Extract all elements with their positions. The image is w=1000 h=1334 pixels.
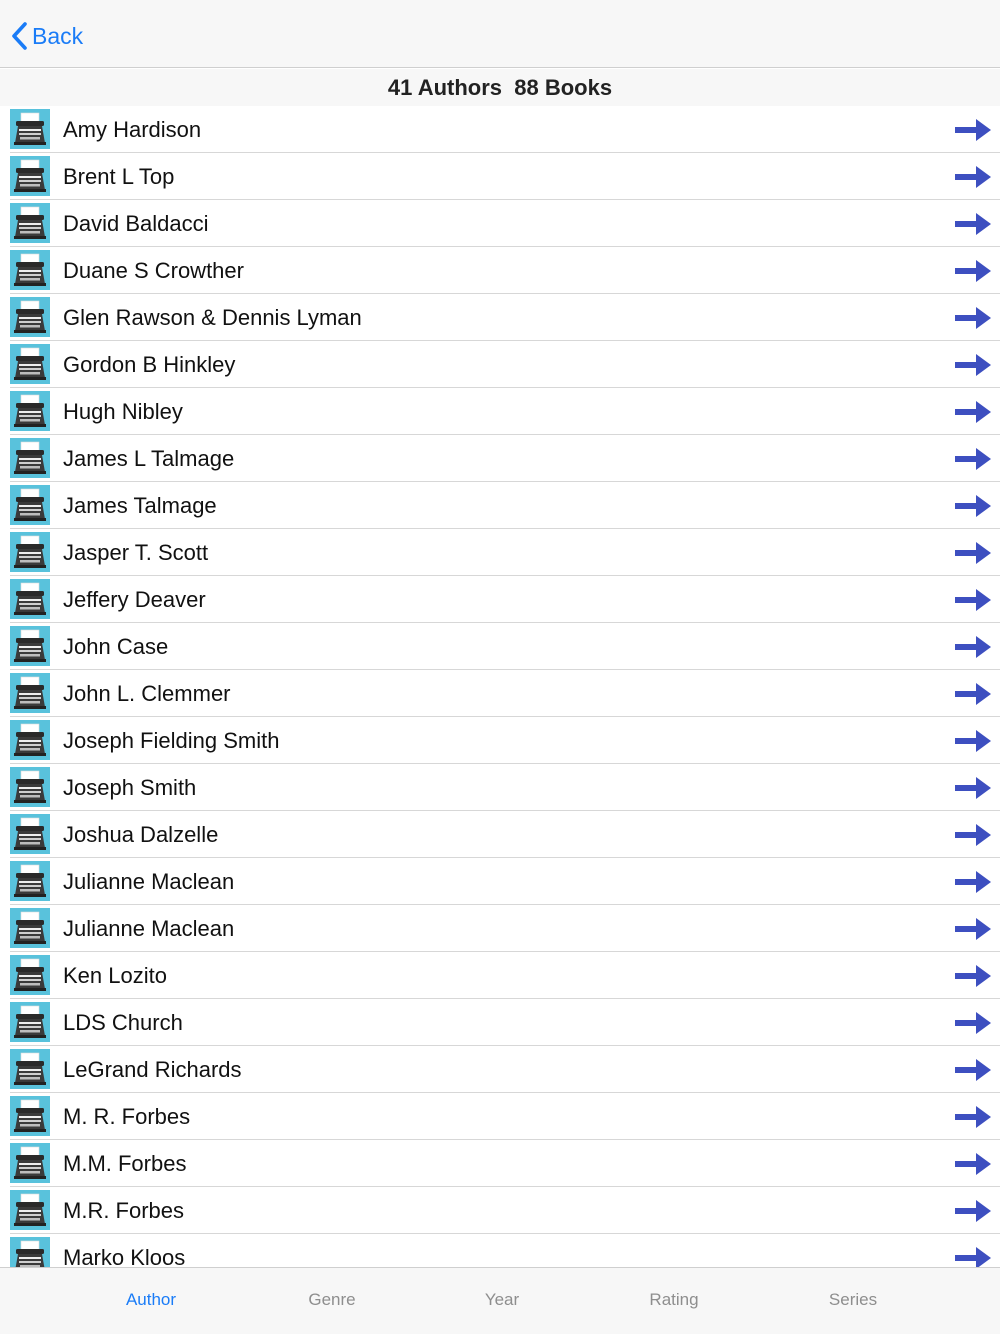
arrow-right-icon[interactable] (954, 776, 992, 800)
author-name: LeGrand Richards (63, 1056, 242, 1082)
author-row[interactable] (0, 952, 1000, 999)
arrow-right-icon[interactable] (954, 870, 992, 894)
author-name: Glen Rawson & Dennis Lyman (63, 304, 362, 330)
author-row[interactable] (0, 200, 1000, 247)
typewriter-icon (10, 250, 50, 290)
author-name: Joseph Fielding Smith (63, 727, 280, 753)
author-row[interactable] (0, 106, 1000, 153)
back-label: Back (32, 22, 84, 49)
typewriter-icon (10, 1049, 50, 1089)
typewriter-icon (10, 485, 50, 525)
typewriter-icon (10, 814, 50, 854)
author-row[interactable] (0, 717, 1000, 764)
tab-rating[interactable]: Rating (649, 1290, 699, 1309)
arrow-right-icon[interactable] (954, 165, 992, 189)
typewriter-icon (10, 532, 50, 572)
author-row[interactable] (0, 623, 1000, 670)
typewriter-icon (10, 156, 50, 196)
arrow-right-icon[interactable] (954, 823, 992, 847)
author-name: LDS Church (63, 1009, 183, 1035)
author-row[interactable] (0, 529, 1000, 576)
arrow-right-icon[interactable] (954, 1105, 992, 1129)
author-row[interactable] (0, 1046, 1000, 1093)
typewriter-icon (10, 1096, 50, 1136)
author-name: Ken Lozito (63, 962, 167, 988)
author-name: David Baldacci (63, 210, 209, 236)
typewriter-icon (10, 579, 50, 619)
arrow-right-icon[interactable] (954, 494, 992, 518)
tab-genre[interactable]: Genre (308, 1290, 356, 1309)
author-row[interactable] (0, 1187, 1000, 1234)
author-name: M.R. Forbes (63, 1197, 185, 1223)
typewriter-icon (10, 1190, 50, 1230)
author-list (0, 106, 1000, 1267)
author-name: Jasper T. Scott (63, 539, 209, 565)
author-name: Hugh Nibley (63, 398, 183, 424)
author-name: Gordon B Hinkley (63, 351, 236, 377)
arrow-right-icon[interactable] (954, 1246, 992, 1267)
arrow-right-icon[interactable] (954, 306, 992, 330)
arrow-right-icon[interactable] (954, 1152, 992, 1176)
author-name: Brent L Top (63, 163, 175, 189)
author-row[interactable] (0, 294, 1000, 341)
typewriter-icon (10, 1237, 50, 1267)
typewriter-icon (10, 861, 50, 901)
author-name: John L. Clemmer (63, 680, 231, 706)
arrow-right-icon[interactable] (954, 635, 992, 659)
author-row[interactable] (0, 435, 1000, 482)
author-name: Joshua Dalzelle (63, 821, 219, 847)
author-row[interactable] (0, 153, 1000, 200)
author-name: Marko Kloos (63, 1244, 186, 1267)
typewriter-icon (10, 908, 50, 948)
tab-year[interactable]: Year (484, 1290, 520, 1309)
arrow-right-icon[interactable] (954, 118, 992, 142)
author-row[interactable] (0, 858, 1000, 905)
author-row[interactable] (0, 341, 1000, 388)
arrow-right-icon[interactable] (954, 353, 992, 377)
typewriter-icon (10, 1002, 50, 1042)
author-row[interactable] (0, 576, 1000, 623)
arrow-right-icon[interactable] (954, 1011, 992, 1035)
typewriter-icon (10, 297, 50, 337)
author-name: Duane S Crowther (63, 257, 244, 283)
author-row[interactable] (0, 811, 1000, 858)
author-name: John Case (63, 633, 169, 659)
summary-header: 41 Authors 88 Books (0, 69, 1000, 106)
author-name: Julianne Maclean (63, 915, 235, 941)
arrow-right-icon[interactable] (954, 1199, 992, 1223)
typewriter-icon (10, 391, 50, 431)
author-name: M. R. Forbes (63, 1103, 191, 1129)
author-name: Joseph Smith (63, 774, 197, 800)
author-name: Amy Hardison (63, 116, 202, 142)
tab-series[interactable]: Series (828, 1290, 878, 1309)
back-button[interactable] (10, 18, 83, 54)
typewriter-icon (10, 1143, 50, 1183)
author-row[interactable] (0, 905, 1000, 952)
author-name: Jeffery Deaver (63, 586, 206, 612)
author-name: Julianne Maclean (63, 868, 235, 894)
typewriter-icon (10, 626, 50, 666)
arrow-right-icon[interactable] (954, 729, 992, 753)
navigation-bar (0, 0, 1000, 68)
arrow-right-icon[interactable] (954, 447, 992, 471)
author-name: M.M. Forbes (63, 1150, 187, 1176)
author-row[interactable] (0, 388, 1000, 435)
arrow-right-icon[interactable] (954, 400, 992, 424)
arrow-right-icon[interactable] (954, 964, 992, 988)
typewriter-icon (10, 955, 50, 995)
author-row[interactable] (0, 999, 1000, 1046)
author-row[interactable] (0, 247, 1000, 294)
arrow-right-icon[interactable] (954, 1058, 992, 1082)
author-row[interactable] (0, 482, 1000, 529)
arrow-right-icon[interactable] (954, 917, 992, 941)
typewriter-icon (10, 203, 50, 243)
author-name: James L Talmage (63, 445, 235, 471)
typewriter-icon (10, 438, 50, 478)
tab-bar (0, 1267, 1000, 1334)
arrow-right-icon[interactable] (954, 541, 992, 565)
author-row[interactable] (0, 764, 1000, 811)
author-name: James Talmage (63, 492, 217, 518)
arrow-right-icon[interactable] (954, 259, 992, 283)
author-row[interactable] (0, 1140, 1000, 1187)
author-row[interactable] (0, 1234, 1000, 1267)
typewriter-icon (10, 720, 50, 760)
author-row[interactable] (0, 1093, 1000, 1140)
arrow-right-icon[interactable] (954, 682, 992, 706)
chevron-left-icon (10, 21, 28, 51)
tab-author[interactable]: Author (125, 1290, 177, 1309)
arrow-right-icon[interactable] (954, 212, 992, 236)
typewriter-icon (10, 344, 50, 384)
arrow-right-icon[interactable] (954, 588, 992, 612)
typewriter-icon (10, 109, 50, 149)
typewriter-icon (10, 767, 50, 807)
typewriter-icon (10, 673, 50, 713)
author-row[interactable] (0, 670, 1000, 717)
